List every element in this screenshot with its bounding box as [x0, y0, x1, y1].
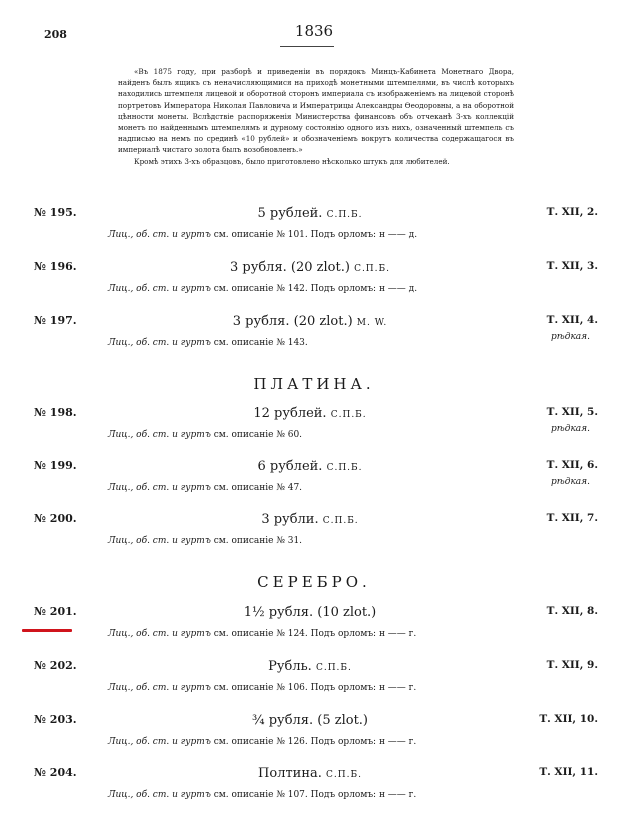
plate-reference: Т. XII, 4. — [546, 314, 598, 326]
mint-mark: С.П.Б. — [354, 264, 390, 274]
plate-reference: Т. XII, 9. — [546, 659, 598, 671]
description-label: Лиц., об. ст. и гуртъ — [108, 338, 211, 348]
catalog-entry — [0, 512, 628, 560]
entry-number: № 198. — [34, 406, 77, 419]
entry-description — [108, 683, 416, 693]
entry-description — [108, 483, 302, 493]
denomination: 3 рубля. (20 zlot.) — [232, 314, 353, 329]
denomination: 12 рублей. — [253, 406, 327, 421]
denomination: 1½ рубля. (10 zlot.) — [243, 605, 377, 620]
entry-number: № 203. — [34, 713, 77, 726]
denomination: Полтина. — [258, 766, 322, 781]
catalog-entry — [0, 260, 628, 308]
entry-title — [140, 206, 480, 221]
plate-reference: Т. XII, 11. — [539, 766, 598, 778]
description-label: Лиц., об. ст. и гуртъ — [108, 790, 211, 800]
entry-title — [140, 406, 480, 421]
description-label: Лиц., об. ст. и гуртъ — [108, 483, 211, 493]
entry-title — [140, 260, 480, 275]
description-label: Лиц., об. ст. и гуртъ — [108, 230, 211, 240]
plate-reference: Т. XII, 5. — [546, 406, 598, 418]
mint-mark: С.П.Б. — [315, 663, 352, 673]
rarity-note: рѣдкая. — [551, 424, 590, 434]
mint-mark: С.П.Б. — [326, 463, 363, 473]
catalog-entry — [0, 605, 628, 653]
catalog-entry — [0, 314, 628, 362]
entry-description — [108, 430, 302, 440]
entry-title — [140, 314, 480, 329]
plate-reference: Т. XII, 10. — [539, 713, 598, 725]
denomination: ¾ рубля. (5 zlot.) — [252, 713, 368, 728]
plate-reference: Т. XII, 6. — [546, 459, 598, 471]
entry-description — [108, 629, 416, 639]
section-heading-silver: СЕРЕБРО. — [257, 573, 371, 591]
entry-number: № 197. — [34, 314, 77, 327]
denomination: 3 рубли. — [261, 512, 319, 527]
description-label: Лиц., об. ст. и гуртъ — [108, 737, 211, 747]
entry-title — [140, 512, 480, 527]
entry-number: № 202. — [34, 659, 77, 672]
entry-number: № 204. — [34, 766, 77, 779]
catalog-entry — [0, 406, 628, 454]
highlight-underline — [22, 629, 72, 632]
description-reference: см. описаніе № 124. Подъ орломъ: н —— г. — [210, 629, 417, 639]
catalog-entry — [0, 206, 628, 254]
entry-number: № 200. — [34, 512, 77, 525]
plate-reference: Т. XII, 3. — [546, 260, 598, 272]
description-reference: см. описаніе № 143. — [210, 338, 308, 348]
mint-mark: С.П.Б. — [330, 410, 367, 420]
page-number: 208 — [44, 28, 67, 41]
description-label: Лиц., об. ст. и гуртъ — [108, 430, 211, 440]
entry-description — [108, 338, 308, 348]
description-reference: см. описаніе № 60. — [210, 430, 303, 440]
section-heading-platinum: ПЛАТИНА. — [253, 375, 375, 393]
entry-description — [108, 284, 417, 294]
entry-title — [140, 659, 480, 674]
denomination: 5 рублей. — [257, 206, 323, 221]
denomination: 6 рублей. — [257, 459, 323, 474]
mint-mark: M. W. — [356, 318, 388, 328]
entry-description — [108, 536, 302, 546]
entry-description — [108, 790, 416, 800]
mint-mark: С.П.Б. — [326, 770, 362, 780]
note-paragraph: «Въ 1875 году, при разборѣ и приведеніи въ порядокъ Минцъ-Кабинета Монетнаго Двора, найденъ былъ ящикъ съ неначисляющимися на приходѣ монетными штемпелями, въ числѣ которыхъ находились штемпеля лицевой и оборотной сторонъ империала съ изображеніемъ на лицевой сторонѣ портретовъ Императора Николая Павловича и Императрицы Александры Ѳеодоровны, а на оборотной цѣнности монеты. Вслѣдствіе распоряженія Министерства финансовъ объ отчеканѣ 3-хъ коллекцій монетъ по найденнымъ штемпелямъ и дурному состоянію одного изъ нихъ, означенный штемпель съ надписью на немъ по срединѣ «10 рублей» и обозначеніемъ вокругъ количества содержащагося въ империалѣ чистаго золота былъ возобновленъ.» — [118, 67, 514, 155]
denomination: Рубль. — [268, 659, 312, 674]
entry-number: № 201. — [34, 605, 77, 618]
entry-title — [140, 459, 480, 474]
note-paragraph: Кромѣ этихъ 3-хъ образцовъ, было приготовлено нѣсколько штукъ для любителей. — [134, 156, 450, 166]
page-year-heading: 1836 — [294, 22, 334, 40]
description-reference: см. описаніе № 126. Подъ орломъ: н —— г. — [210, 737, 417, 747]
catalog-entry — [0, 659, 628, 707]
description-label: Лиц., об. ст. и гуртъ — [108, 536, 211, 546]
entry-number: № 199. — [34, 459, 77, 472]
description-reference: см. описаніе № 142. Подъ орломъ: н —— д. — [210, 284, 418, 294]
denomination: 3 рубля. (20 zlot.) — [229, 260, 350, 275]
catalog-entry — [0, 766, 628, 814]
historical-note — [118, 66, 514, 167]
description-label: Лиц., об. ст. и гуртъ — [108, 683, 211, 693]
description-reference: см. описаніе № 101. Подъ орломъ: н —— д. — [210, 230, 418, 240]
entry-title — [140, 766, 480, 781]
description-reference: см. описаніе № 31. — [210, 536, 303, 546]
entry-description — [108, 230, 417, 240]
rarity-note: рѣдкая. — [551, 332, 590, 342]
plate-reference: Т. XII, 7. — [546, 512, 598, 524]
plate-reference: Т. XII, 8. — [546, 605, 598, 617]
entry-number: № 196. — [34, 260, 77, 273]
entry-title — [140, 713, 480, 728]
entry-number: № 195. — [34, 206, 77, 219]
catalog-entry — [0, 459, 628, 507]
catalog-entry — [0, 713, 628, 761]
description-label: Лиц., об. ст. и гуртъ — [108, 629, 211, 639]
description-reference: см. описаніе № 107. Подъ орломъ: н —— г. — [210, 790, 417, 800]
description-reference: см. описаніе № 47. — [210, 483, 303, 493]
rarity-note: рѣдкая. — [551, 477, 590, 487]
heading-rule — [280, 46, 334, 47]
mint-mark: С.П.Б. — [326, 210, 363, 220]
description-label: Лиц., об. ст. и гуртъ — [108, 284, 211, 294]
plate-reference: Т. XII, 2. — [546, 206, 598, 218]
entry-description — [108, 737, 416, 747]
entry-title — [140, 605, 480, 620]
description-reference: см. описаніе № 106. Подъ орломъ: н —— г. — [210, 683, 417, 693]
mint-mark: С.П.Б. — [322, 516, 359, 526]
